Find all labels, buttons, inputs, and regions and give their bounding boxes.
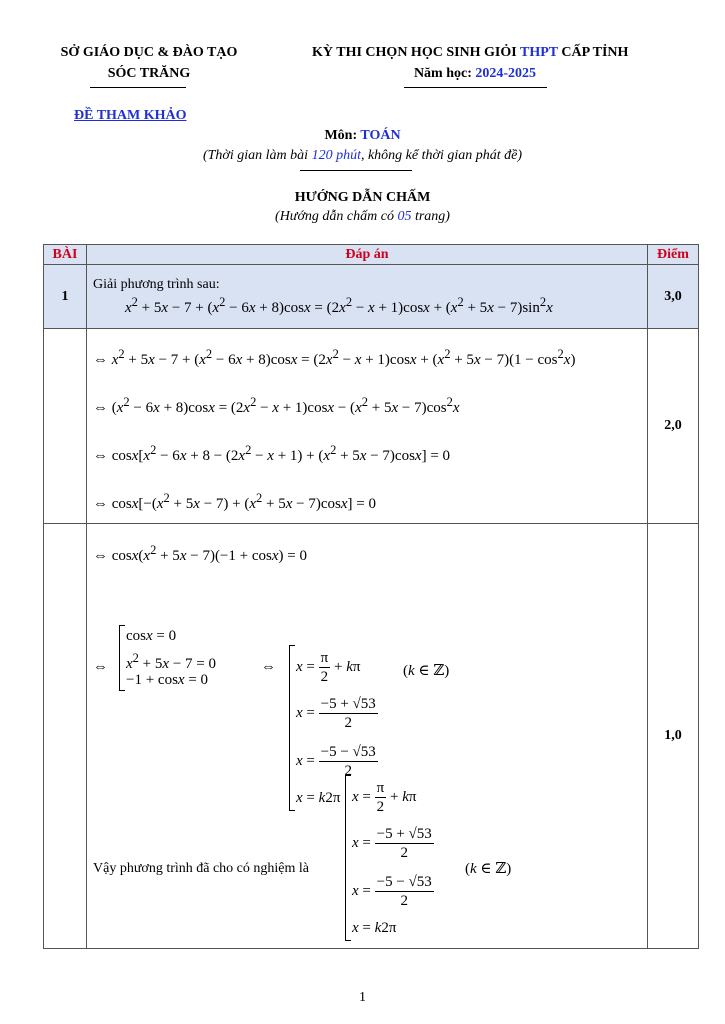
problem-statement (87, 265, 648, 329)
step1-row (44, 329, 699, 524)
step1-eq4: ⇔ $\cos x[-(x^2 + 5x - 7) + (x^2 + 5x - 7)\cos x] = 0$ (93, 491, 377, 512)
subject-line: Môn: TOÁN (324, 128, 401, 143)
problem-intro: Giải phương trình sau: (93, 276, 220, 292)
school-year: Năm học: 2024-2025 (413, 66, 537, 81)
col-dapan: Đáp án (87, 245, 648, 265)
table-header-row (44, 245, 699, 265)
col-bai: BÀI (44, 245, 87, 265)
page-number: 1 (359, 990, 366, 1005)
guide-pages: (Hướng dẫn chấm có 05 trang) (275, 209, 450, 224)
final-solutions: x = $\frac{\pi}{2}$ + kπ x = $\frac{-5 + √53}{2}$ x = $\frac{-5 - √53}{2}$ x = k2π (345, 775, 725, 941)
reference-label: ĐỀ THAM KHẢO (74, 108, 187, 123)
problem-equation: $x^2 + 5x - 7 + (x^2 - 6x + 8)\cos x = (2x^2 - x + 1)\cos x + (x^2 + 5x - 7)\sin^2x$ (125, 294, 553, 316)
province-name: SÓC TRĂNG (107, 66, 191, 81)
cases-left: cosx = 0 $x^2 + 5x - 7 = 0$ −1 + cosx = 0 (119, 625, 672, 691)
guide-title: HƯỚNG DẪN CHẤM (294, 190, 431, 205)
col-diem: Điểm (648, 245, 699, 265)
step1-content (87, 329, 648, 524)
problem-number: 1 (44, 265, 87, 329)
step1-eq3: ⇔ $\cos x[x^2 - 6x + 8 - (2x^2 - x + 1) + (x^2 + 5x - 7)\cos x] = 0$ (93, 443, 451, 464)
problem-score: 3,0 (648, 265, 699, 329)
header-right-underline (404, 87, 547, 88)
step2-content (87, 524, 648, 949)
answer-table (43, 244, 699, 949)
step2-cases: ⇔ cosx = 0 $x^2 + 5x - 7 = 0$ −1 + cosx = 0 ⇔ x = $\frac{\pi}{2}$ + kπ x = $\frac{-5 + √53}{2}$ x = $\frac{-5 - √53}{2}$ x = k2π (k ∈ ℤ) (93, 579, 646, 759)
department-name: SỞ GIÁO DỤC & ĐÀO TẠO (60, 45, 238, 60)
time-underline (300, 170, 412, 171)
exam-title: KỲ THI CHỌN HỌC SINH GIỎI THPT CẤP TỈNH (312, 45, 629, 60)
problem-row (44, 265, 699, 329)
step2-factored: ⇔ $\cos x(x^2 + 5x - 7)(-1 + \cos x) = 0$ (93, 543, 307, 564)
step1-score: 2,0 (648, 329, 699, 524)
time-line: (Thời gian làm bài 120 phút, không kể thời gian phát đề) (202, 148, 523, 163)
header-left-underline (90, 87, 186, 88)
step1-eq2: ⇔ $(x^2 - 6x + 8)\cos x = (2x^2 - x + 1)\cos x - (x^2 + 5x - 7)\cos^2x$ (93, 395, 460, 416)
step2-row (44, 524, 699, 949)
step1-eq1: ⇔ $x^2 + 5x - 7 + (x^2 - 6x + 8)\cos x = (2x^2 - x + 1)\cos x + (x^2 + 5x - 7)(1 - \cos^2x)$ (93, 347, 576, 368)
step2-score: 1,0 (648, 524, 699, 949)
cases-right: x = $\frac{\pi}{2}$ + kπ x = $\frac{-5 + √53}{2}$ x = $\frac{-5 - √53}{2}$ x = k2π (289, 645, 725, 811)
conclusion-text: Vậy phương trình đã cho có nghiệm là (93, 861, 309, 876)
step2-conclusion: Vậy phương trình đã cho có nghiệm là x = $\frac{\pi}{2}$ + kπ x = $\frac{-5 + √53}{2}$ x = $\frac{-5 - √53}{2}$ x = k2π (k ∈ ℤ) (93, 775, 646, 947)
